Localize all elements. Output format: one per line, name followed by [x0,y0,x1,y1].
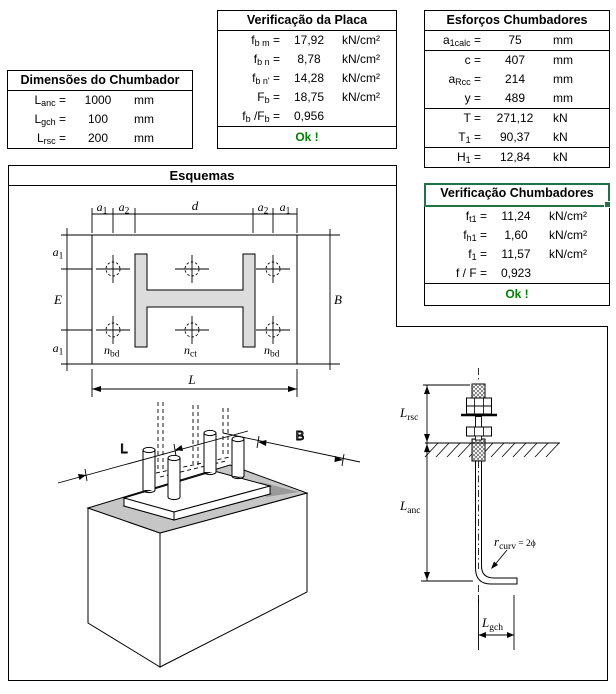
esquemas-title[interactable]: Esquemas [169,168,235,183]
svg-text:L: L [188,372,196,387]
row-unit[interactable]: kN [553,130,568,144]
svg-text:a1: $a_1$ [52,341,64,358]
table-body [218,31,396,126]
row-value[interactable]: 200 [87,131,109,145]
row-unit[interactable]: mm [553,72,573,86]
row-label[interactable]: $f_{b n}$ = [253,52,280,67]
label-Lgch: $L_{gch}$ [482,615,503,633]
dim-Lanc [421,443,473,581]
svg-text:nbd: $n_{bd}$ [104,343,120,360]
row-value[interactable]: 12,84 [499,150,531,164]
row-label[interactable]: y = [464,91,481,105]
rcurv-arrow [491,550,507,569]
row-label[interactable]: $T_1$ = [458,130,481,145]
label-Lrsc: $L_{rsc}$ [400,405,419,423]
row-label[interactable]: f / F = [455,266,487,280]
row-value[interactable]: 0,956 [293,109,325,123]
table-row [425,31,609,50]
esquemas-drawing [8,165,608,681]
row-unit[interactable]: kN/cm² [342,52,380,66]
row-unit[interactable]: kN/cm² [549,209,587,223]
table-title: Verificação Chumbadores [440,186,594,200]
table-row [425,70,609,89]
row-label[interactable]: c = [464,53,481,67]
row-value[interactable]: 14,28 [293,71,325,85]
label-rcurv: $r_{curv}$ $^{= 2\phi}$ [494,534,536,552]
svg-text:nct: $n_{ct}$ [184,343,197,360]
row-unit[interactable]: kN/cm² [342,90,380,104]
table-row [425,89,609,108]
row-label[interactable]: $a_{Rcc}$ = [448,72,481,87]
row-value[interactable]: 407 [504,53,526,67]
foundation-iso-view [58,402,360,667]
row-value[interactable]: 1,60 [504,228,528,242]
row-label[interactable]: $f_{b n'}$ = [252,71,280,86]
row-unit[interactable]: kN [553,150,568,164]
row-label[interactable]: $F_b$ = [257,90,280,105]
svg-text:B: B [334,292,342,307]
table-title[interactable]: Dimensões do Chumbador [8,71,192,91]
row-unit[interactable] [338,107,396,126]
bolt-nuts-washer [461,398,497,440]
table-verificacao-placa [217,10,397,149]
row-unit[interactable]: mm [553,33,573,47]
svg-text:a1: $a_1$ [96,200,108,217]
svg-text:d: d [191,198,199,213]
row-unit[interactable]: mm [134,131,154,145]
svg-text:a1: $a_1$ [52,245,64,262]
table-row [425,128,609,147]
row-label[interactable]: $f_b$ $/F_b$ = [242,109,280,124]
row-value[interactable]: 1000 [84,93,112,107]
row-value[interactable]: 8,78 [297,52,321,66]
table-dimensoes-chumbador [7,70,193,149]
row-unit[interactable]: mm [553,53,573,67]
table-row [8,110,192,129]
table-row [425,108,609,128]
row-unit[interactable]: kN/cm² [342,33,380,47]
svg-text:a2: $a_2$ [118,200,130,217]
table-row [425,147,609,167]
table-row [218,50,396,69]
row-unit[interactable]: kN/cm² [549,247,587,261]
table-title[interactable]: Verificação da Placa [218,11,396,31]
row-unit[interactable]: mm [134,112,154,126]
iso-label-Ab: $A_b$ [287,534,301,552]
table-row [218,107,396,126]
row-value[interactable]: 90,37 [499,130,531,144]
table-body [8,91,192,148]
row-unit[interactable]: kN/cm² [342,71,380,85]
row-value[interactable]: 11,24 [501,209,531,223]
svg-text:a1: $a_1$ [279,200,291,217]
table-esforcos-chumbadores [424,10,610,168]
table-row [218,31,396,50]
row-value[interactable]: 11,57 [501,247,531,261]
table-row [218,69,396,88]
row-label[interactable]: $f_1$ = [468,247,487,262]
status-ok[interactable]: Ok ! [218,126,396,148]
column-dashed-outline [156,402,230,477]
row-value[interactable]: 489 [504,91,526,105]
row-value[interactable]: 18,75 [293,90,325,104]
row-unit[interactable]: mm [553,91,573,105]
iso-label-Bb: $B_b$ [108,619,122,637]
row-value[interactable]: 17,92 [293,33,325,47]
table-title[interactable]: Esforços Chumbadores [425,11,609,31]
ground-hatch [425,443,559,457]
svg-text:nbd: $n_{bd}$ [264,343,280,360]
iso-label-Lb: $L_b$ [240,601,253,619]
row-label[interactable]: $L_{rsc}$ = [36,131,66,146]
table-row [8,91,192,110]
row-value[interactable]: 214 [504,72,526,86]
anchor-bolt-side-view [399,368,560,650]
row-label[interactable]: $f_{b m}$ = [251,33,280,48]
iso-label-B: B [295,428,305,443]
row-label[interactable]: $f_{h1}$ = [463,228,487,243]
row-value[interactable]: 75 [508,33,522,47]
row-unit[interactable]: kN/cm² [549,228,587,242]
svg-text:E: E [54,292,62,307]
row-label[interactable]: $H_1$ = [456,150,481,165]
pedestal-left-face [88,508,160,667]
row-value[interactable]: 271,12 [496,111,534,125]
left-dimension [61,228,92,371]
table-row [8,129,192,148]
iso-label-L: L [120,441,128,456]
row-label[interactable]: $a_{1calc}$ = [442,33,481,48]
label-Lanc: $L_{anc}$ [400,498,421,516]
row-value[interactable]: 100 [87,112,109,126]
table-row [218,88,396,107]
row-value[interactable]: 0,923 [500,266,532,280]
row-label[interactable]: $f_{t1}$ = [465,209,487,224]
row-unit[interactable]: kN [553,111,568,125]
row-label[interactable]: $L_{gch}$ = [34,112,66,127]
table-row [425,50,609,70]
svg-text:a2: $a_2$ [257,200,269,217]
row-label[interactable]: $L_{anc}$ = [34,93,66,108]
row-label[interactable]: T = [463,111,481,125]
row-unit[interactable]: mm [134,93,154,107]
status-ok[interactable]: Ok ! [425,283,609,305]
table-body [425,31,609,167]
plate-top-view [53,198,342,397]
